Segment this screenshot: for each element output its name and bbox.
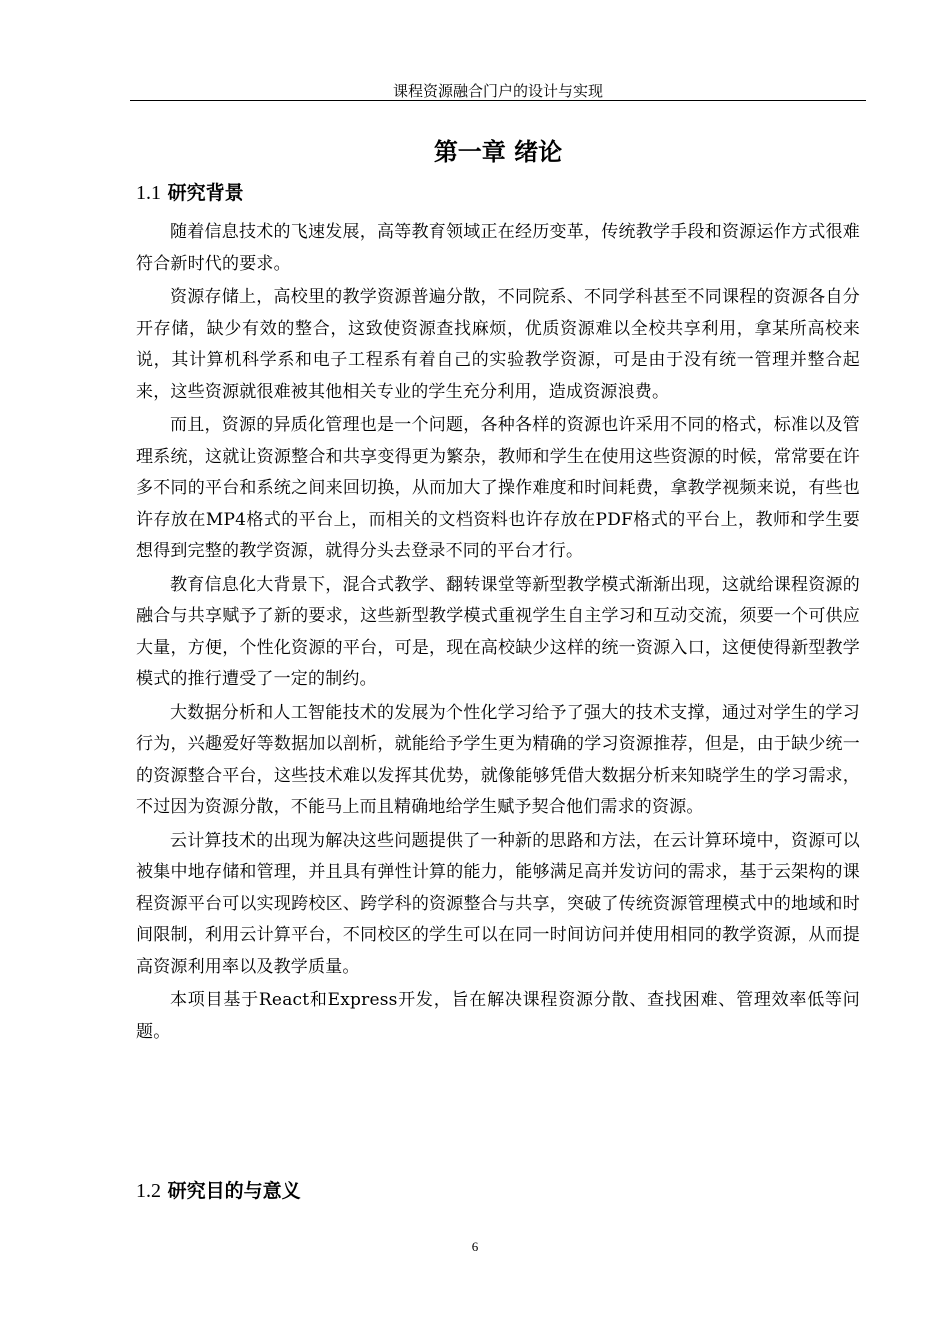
section-heading-1-2 (136, 1177, 301, 1205)
running-header: 课程资源融合门户的设计与实现 (392, 82, 603, 100)
section-number: 1.1 (136, 182, 161, 204)
section-heading-1-1 (136, 179, 244, 207)
chapter-title: 第一章 绪论 (433, 138, 563, 166)
section-title: 研究目的与意义 (167, 1180, 301, 1202)
section-body (136, 217, 860, 1050)
section-title: 研究背景 (167, 182, 244, 204)
paragraph: 资源存储上，高校里的教学资源普遍分散，不同院系、不同学科甚至不同课程的资源各自分开存储，缺少有效的整合，这致使资源查找麻烦，优质资源难以全校共享利用，拿某所高校来说，其计算机科学系和电子工程系有着自己的实验教学资源，可是由于没有统一管理并整合起来，这些资源就很难被其他相关专业的学生充分利用，造成资源浪费。 (136, 287, 860, 402)
paragraph: 而且，资源的异质化管理也是一个问题，各种各样的资源也许采用不同的格式，标准以及管理系统，这就让资源整合和共享变得更为繁杂，教师和学生在使用这些资源的时候，常常要在许多不同的平台和系统之间来回切换，从而加大了操作难度和时间耗费，拿教学视频来说，有些也许存放在MP4格式的平台上，而相关的文档资料也许存放在PDF格式的平台上，教师和学生要想得到完整的教学资源，就得分头去登录不同的平台才行。 (136, 415, 860, 561)
paragraph: 大数据分析和人工智能技术的发展为个性化学习给予了强大的技术支撑，通过对学生的学习行为，兴趣爱好等数据加以剖析，就能给予学生更为精确的学习资源推荐，但是，由于缺少统一的资源整合平台，这些技术难以发挥其优势，就像能够凭借大数据分析来知晓学生的学习需求，不过因为资源分散，不能马上而且精确地给学生赋予契合他们需求的资源。 (136, 702, 860, 817)
page-number: 6 (471, 1239, 479, 1254)
paragraph: 本项目基于React和Express开发，旨在解决课程资源分散、查找困难、管理效率低等问题。 (136, 990, 860, 1042)
header-divider (130, 100, 866, 101)
paragraph: 随着信息技术的飞速发展，高等教育领域正在经历变革，传统教学手段和资源运作方式很难符合新时代的要求。 (136, 222, 860, 274)
section-number: 1.2 (136, 1180, 161, 1202)
paragraph: 云计算技术的出现为解决这些问题提供了一种新的思路和方法，在云计算环境中，资源可以被集中地存储和管理，并且具有弹性计算的能力，能够满足高并发访问的需求，基于云架构的课程资源平台可以实现跨校区、跨学科的资源整合与共享，突破了传统资源管理模式中的地域和时间限制，利用云计算平台，不同校区的学生可以在同一时间访问并使用相同的教学资源，从而提高资源利用率以及教学质量。 (136, 830, 860, 977)
paragraph: 教育信息化大背景下，混合式教学、翻转课堂等新型教学模式渐渐出现，这就给课程资源的融合与共享赋予了新的要求，这些新型教学模式重视学生自主学习和互动交流，须要一个可供应大量，方便，个性化资源的平台，可是，现在高校缺少这样的统一资源入口，这便使得新型教学模式的推行遭受了一定的制约。 (136, 574, 860, 689)
